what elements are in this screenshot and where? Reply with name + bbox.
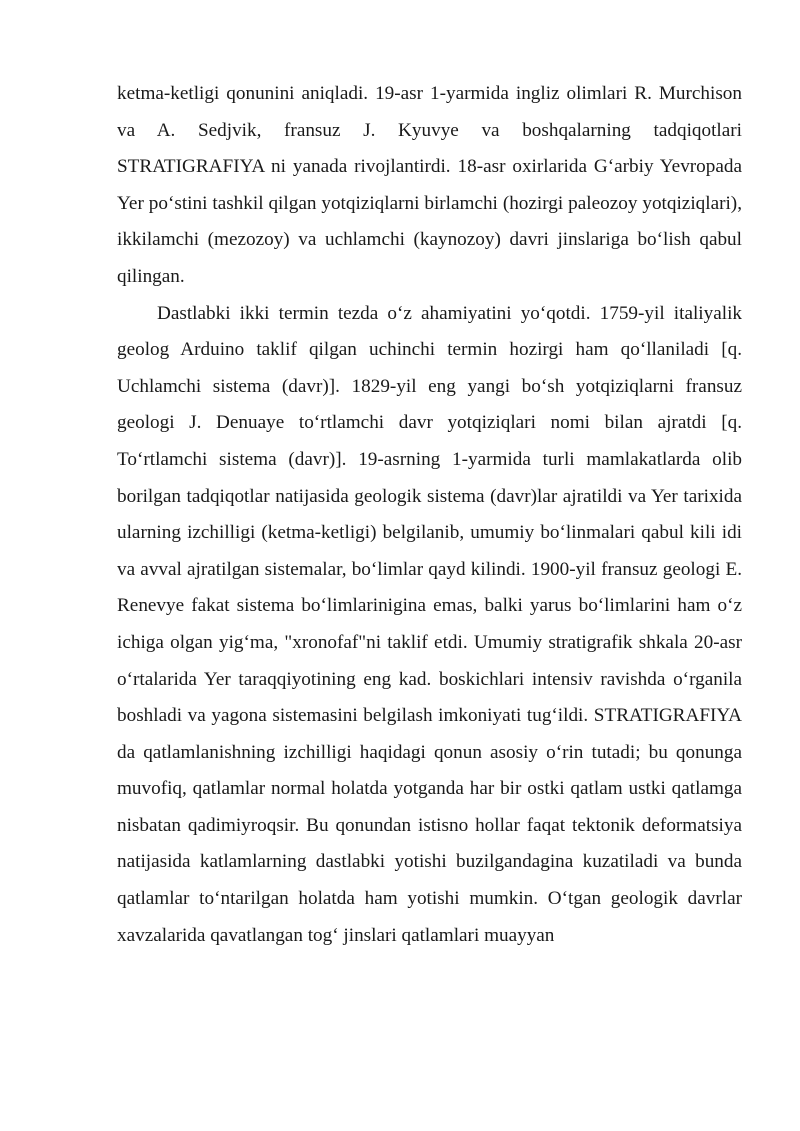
paragraph-2: Dastlabki ikki termin tezda o‘z ahamiyatini yo‘qotdi. 1759-yil italiyalik geolog Arduino taklif qilgan uchinchi termin hozirgi ham qo‘llaniladi [q. Uchlamchi sistema (davr)]. 1829-yil eng yangi bo‘sh yotqiziqlarni fransuz geologi J. Denuaye to‘rtlamchi davr yotqiziqlari nomi bilan ajratdi [q. To‘rtlamchi sistema (davr)]. 19-asrning 1-yarmida turli mamlakatlarda olib borilgan tadqiqotlar natijasida geologik sistema (davr)lar ajratildi va Yer tarixida ularning izchilligi (ketma-ketligi) belgilanib, umumiy bo‘linmalari qabul kili idi va avval ajratilgan sistemalar, bo‘limlar qayd kilindi. 1900-yil fransuz geologi E. Renevye fakat sistema bo‘limlarinigina emas, balki yarus bo‘limlarini ham o‘z ichiga olgan yig‘ma, "xronofaf"ni taklif etdi. Umumiy stratigrafik shkala 20-asr o‘rtalarida Yer taraqqiyotining eng kad. boskichlari intensiv ravishda o‘rganila boshladi va yagona sistemasini belgilash imkoniyati tug‘ildi. STRATIGRAFIYA da qatlamlanishning izchilligi haqidagi qonun asosiy o‘rin tutadi; bu qonunga muvofiq, qatlamlar normal holatda yotganda har bir ostki qatlam ustki qatlamga nisbatan qadimiyroqsir. Bu qonundan istisno hollar faqat tektonik deformatsiya natijasida katlamlarning dastlabki yotishi buzilgandagina kuzatiladi va bunda qatlamlar to‘ntarilgan holatda ham yotishi mumkin. O‘tgan geologik davrlar xavzalarida qavatlangan tog‘ jinslari qatlamlari muayyan: [117, 302, 742, 946]
paragraph-1: ketma-ketligi qonunini aniqladi. 19-asr 1-yarmida ingliz olimlari R. Murchison va A. Sedjvik, fransuz J. Kyuvye va boshqalarning tadqiqotlari STRATIGRAFIYA ni yanada rivojlantirdi. 18-asr oxirlarida G‘arbiy Yevropada Yer po‘stini tashkil qilgan yotqiziqlarni birlamchi (hozirgi paleozoy yotqiziqlari), ikkilamchi (mezozoy) va uchlamchi (kaynozoy) davri jinslariga bo‘lish qabul qilingan.: [117, 83, 742, 287]
document-page: [117, 76, 742, 954]
